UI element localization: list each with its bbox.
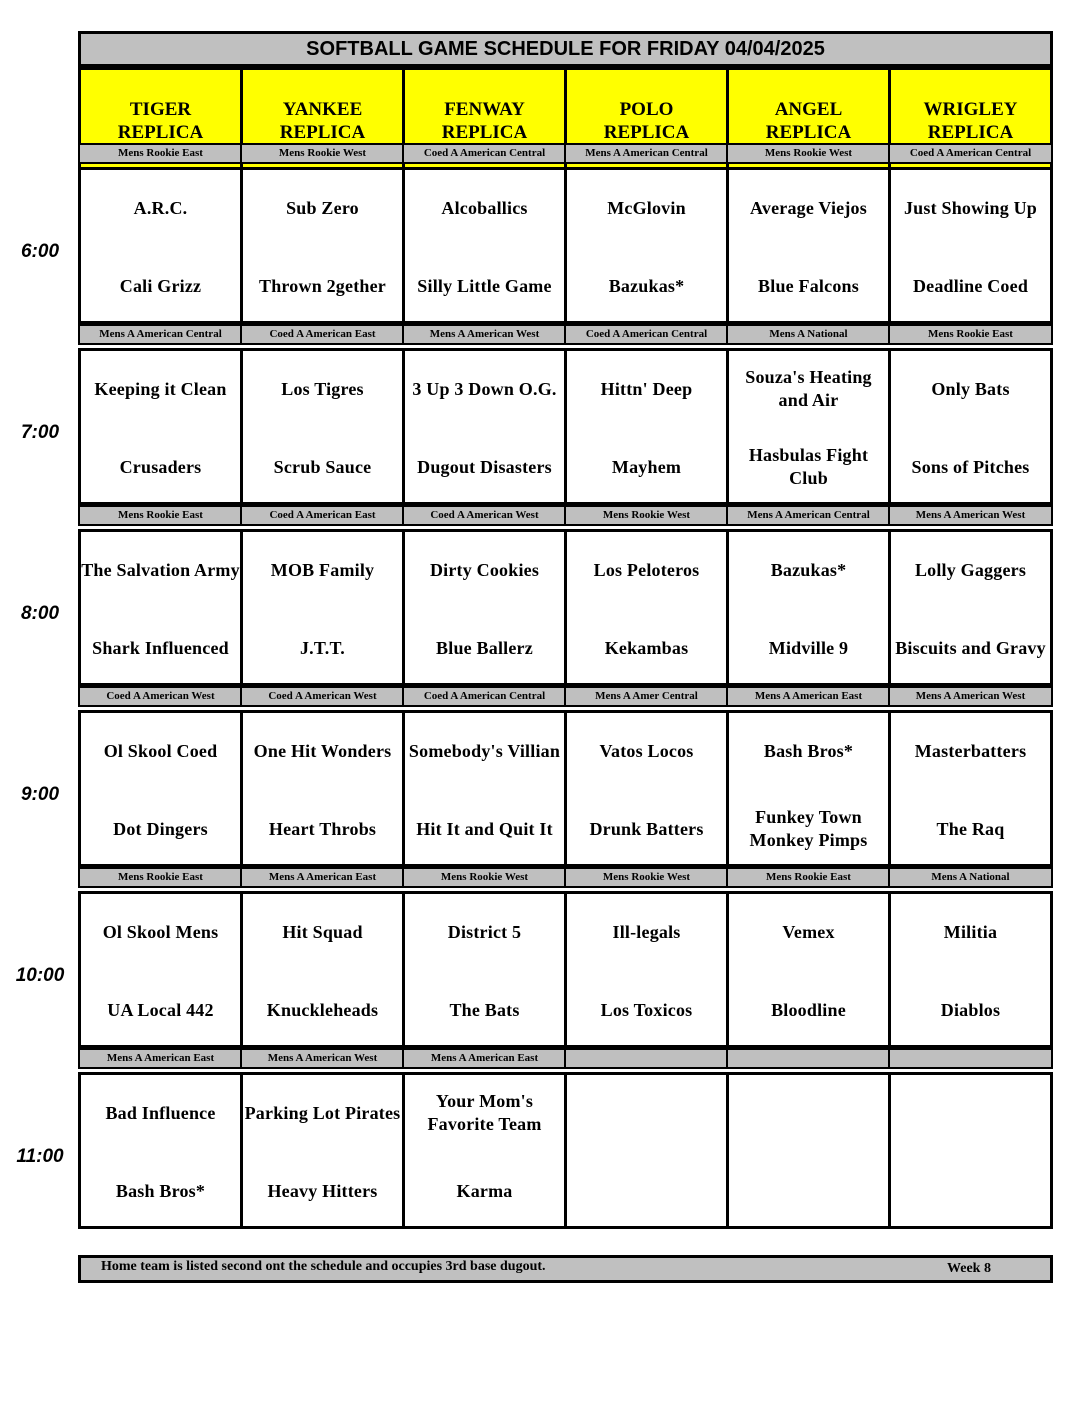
game-cell [240,529,405,686]
game-cell [402,167,567,324]
game-cell [402,348,567,505]
away-team: Los Peloteros [593,559,700,580]
division-label: Coed A American Central [402,686,567,707]
away-team: Only Bats [931,378,1010,399]
home-team: Bash Bros* [115,1180,206,1201]
away-team: Average Viejos [750,197,867,218]
division-label: Mens Rookie West [726,143,891,164]
game-cell [402,710,567,867]
schedule-footer [78,1255,1053,1283]
field-subtitle: REPLICA [603,121,690,143]
field-name: TIGER [129,98,192,120]
away-team: Somebody's Villian [408,740,561,761]
home-team: Crusaders [119,456,202,477]
division-label: Mens A American Central [564,143,729,164]
away-team [729,1085,888,1141]
home-team: Thrown 2gether [259,275,386,296]
home-team: The Raq [936,818,1005,839]
division-label: Mens Rookie East [78,143,243,164]
game-cell [888,167,1053,324]
division-label: Mens A American West [888,505,1053,526]
away-team: Hit Squad [282,921,363,942]
division-label: Coed A American West [78,686,243,707]
time-label: 7:00 [20,422,60,443]
division-label: Mens A American East [240,867,405,888]
field-name: FENWAY [444,98,525,120]
game-cell [240,1072,405,1229]
away-team: Hittn' Deep [600,378,693,399]
game-cell [726,348,891,505]
home-team [891,1163,1050,1219]
home-team: Midville 9 [768,637,849,658]
game-cell [78,891,243,1048]
field-name: YANKEE [282,98,363,120]
home-team: Scrub Sauce [273,456,372,477]
division-label: Coed A American Central [564,324,729,345]
home-team: Drunk Batters [589,818,704,839]
time-label: 9:00 [20,784,60,805]
field-name: POLO [619,98,674,120]
home-team: Silly Little Game [417,275,552,296]
home-team: Deadline Coed [912,275,1029,296]
division-label: Mens A American East [78,1048,243,1069]
field-subtitle: REPLICA [117,121,204,143]
game-cell [564,1072,729,1229]
away-team: Vatos Locos [599,740,694,761]
division-label: Mens A American Central [78,324,243,345]
away-team: MOB Family [270,559,375,580]
away-team: Alcoballics [441,197,528,218]
home-team: Funkey Town Monkey Pimps [749,807,868,850]
away-team: Souza's Heating and Air [745,367,872,410]
away-team: A.R.C. [133,197,188,218]
division-label: Coed A American West [240,686,405,707]
away-team: One Hit Wonders [253,740,392,761]
division-label: Mens A American West [402,324,567,345]
home-team: Knuckleheads [266,999,379,1020]
division-label: Mens Rookie East [78,867,243,888]
game-cell [726,710,891,867]
home-team: Los Toxicos [600,999,693,1020]
division-label: Coed A American West [402,505,567,526]
away-team: Militia [943,921,998,942]
field-name: ANGEL [774,98,843,120]
game-cell [888,891,1053,1048]
game-cell [78,529,243,686]
game-cell [78,710,243,867]
away-team: Dirty Cookies [429,559,540,580]
away-team: Your Mom's Favorite Team [427,1091,542,1134]
game-cell [726,529,891,686]
game-cell [888,529,1053,686]
week-label: Week 8 [947,1261,991,1276]
game-cell [402,529,567,686]
away-team: Ol Skool Mens [102,921,219,942]
home-team: Hasbulas Fight Club [748,445,869,488]
away-team: Los Tigres [281,378,364,399]
division-label: Mens Rookie West [564,867,729,888]
away-team: Sub Zero [286,197,359,218]
time-label: 8:00 [20,603,60,624]
division-label: Mens Rookie East [888,324,1053,345]
game-cell [888,710,1053,867]
away-team: Ol Skool Coed [103,740,218,761]
game-cell [240,348,405,505]
home-team: Heart Throbs [268,818,377,839]
game-cell [78,348,243,505]
field-name: WRIGLEY [923,98,1018,120]
division-label: Mens A American East [726,686,891,707]
game-cell [564,348,729,505]
home-team: Shark Influenced [92,637,229,658]
game-cell [564,710,729,867]
game-cell [564,167,729,324]
division-label [726,1048,891,1069]
division-label: Mens Rookie West [564,505,729,526]
time-label: 11:00 [16,1146,64,1167]
division-label: Coed A American East [240,505,405,526]
division-label: Coed A American Central [402,143,567,164]
home-team: Heavy Hitters [267,1180,378,1201]
game-cell [402,891,567,1048]
home-team: Dugout Disasters [417,456,552,477]
game-cell [240,891,405,1048]
game-cell [564,529,729,686]
away-team: Bazukas* [770,559,847,580]
away-team: District 5 [447,921,522,942]
away-team: Vemex [782,921,835,942]
field-subtitle: REPLICA [279,121,366,143]
division-label [564,1048,729,1069]
away-team: McGlovin [607,197,686,218]
away-team: Bad Influence [105,1102,216,1123]
away-team: Bash Bros* [763,740,854,761]
game-cell [726,891,891,1048]
game-cell [726,167,891,324]
field-subtitle: REPLICA [927,121,1014,143]
home-team: Sons of Pitches [911,456,1030,477]
division-label: Coed A American East [240,324,405,345]
game-cell [240,167,405,324]
home-team: UA Local 442 [107,999,214,1020]
home-team: Blue Ballerz [436,637,533,658]
game-cell [726,1072,891,1229]
home-team: Diablos [940,999,1001,1020]
home-team: Dot Dingers [113,818,208,839]
division-label [888,1048,1053,1069]
home-team: Karma [456,1180,513,1201]
home-team: Mayhem [611,456,682,477]
division-label: Mens A American East [402,1048,567,1069]
division-label: Mens A American Central [726,505,891,526]
division-label: Mens A American West [240,1048,405,1069]
time-label: 10:00 [15,965,65,986]
home-team: Kekambas [604,637,689,658]
away-team: Parking Lot Pirates [244,1102,401,1123]
division-label: Mens Rookie East [78,505,243,526]
division-label: Mens A National [888,867,1053,888]
away-team: Masterbatters [914,740,1027,761]
home-team: The Bats [449,999,520,1020]
division-label: Mens A American West [888,686,1053,707]
game-cell [402,1072,567,1229]
game-cell [888,348,1053,505]
game-cell [78,167,243,324]
home-team: Bloodline [771,999,846,1020]
home-team: J.T.T. [299,637,346,658]
away-team: Keeping it Clean [94,378,227,399]
home-team [567,1163,726,1219]
division-label: Mens A Amer Central [564,686,729,707]
division-label: Mens Rookie West [402,867,567,888]
schedule-sheet [78,31,1053,1276]
game-cell [888,1072,1053,1229]
footer-note: Home team is listed second ont the schedule and occupies 3rd base dugout. [101,1259,546,1274]
division-label: Coed A American Central [888,143,1053,164]
away-team [567,1085,726,1141]
game-cell [78,1072,243,1229]
game-cell [240,710,405,867]
home-team: Blue Falcons [758,275,859,296]
field-subtitle: REPLICA [441,121,528,143]
division-label: Mens Rookie East [726,867,891,888]
home-team: Bazukas* [608,275,685,296]
game-cell [564,891,729,1048]
away-team: The Salvation Army [81,559,240,580]
away-team: 3 Up 3 Down O.G. [412,378,557,399]
field-subtitle: REPLICA [765,121,852,143]
away-team [891,1085,1050,1141]
away-team: Lolly Gaggers [914,559,1027,580]
time-label: 6:00 [20,241,60,262]
home-team [729,1163,888,1219]
home-team: Hit It and Quit It [416,818,553,839]
away-team: Ill-legals [612,921,681,942]
division-label: Mens A National [726,324,891,345]
home-team: Cali Grizz [119,275,202,296]
schedule-title: SOFTBALL GAME SCHEDULE FOR FRIDAY 04/04/2025 [78,31,1053,67]
home-team: Biscuits and Gravy [895,637,1046,658]
division-label: Mens Rookie West [240,143,405,164]
away-team: Just Showing Up [903,197,1038,218]
